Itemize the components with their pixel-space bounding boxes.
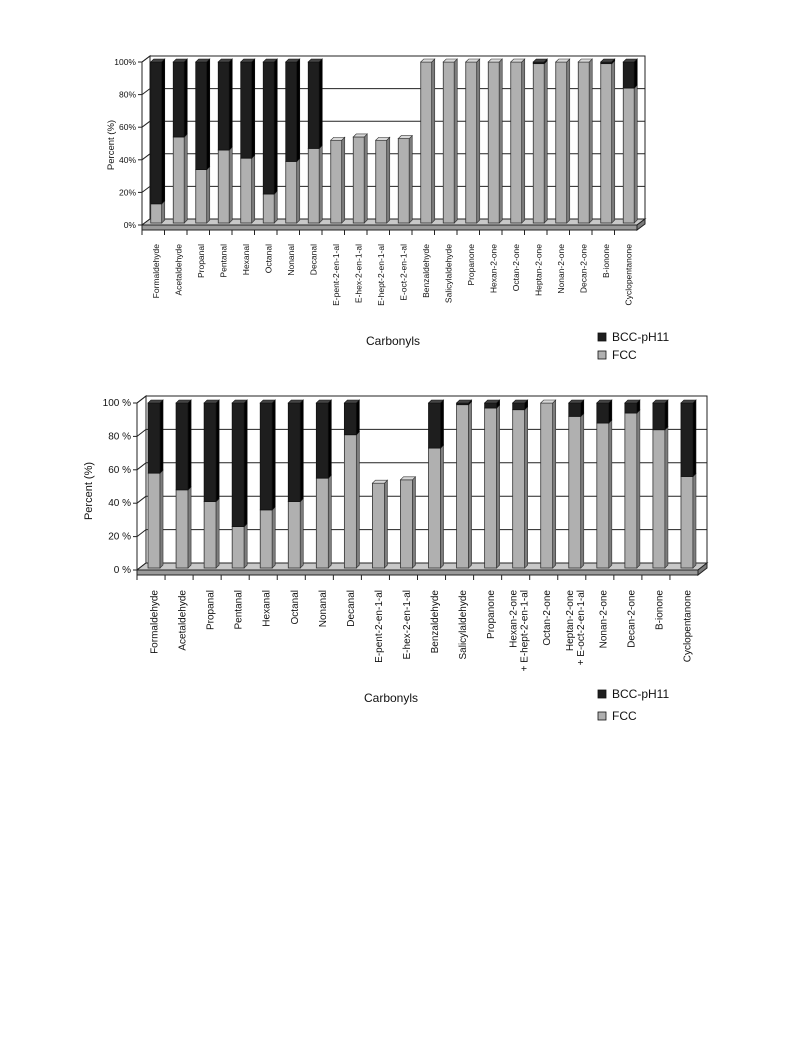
bar-fcc-side (454, 59, 457, 223)
bar-fcc (421, 62, 432, 223)
bar-fcc-side (207, 167, 210, 223)
bar-bcc-side (609, 400, 612, 423)
x-tick-label: E-hex-2-en-1-al (401, 590, 413, 660)
bar-fcc (241, 158, 252, 223)
legend-swatch-bcc (598, 333, 606, 341)
bar-fcc (173, 137, 184, 223)
bar-fcc (511, 62, 522, 223)
bar-fcc-side (387, 137, 390, 223)
x-tick-label: Hexan-2-one (488, 244, 499, 294)
bar-fcc (372, 483, 384, 568)
bar-fcc-side (162, 201, 165, 223)
bar-fcc (597, 423, 609, 568)
y-tick-label: 100% (114, 57, 136, 67)
bar-bcc-top (597, 400, 612, 403)
bar-bcc-top (288, 400, 303, 403)
x-axis-label: Carbonyls (363, 691, 419, 705)
bar-fcc-side (525, 407, 528, 568)
bar-fcc (601, 64, 612, 223)
x-tick-label: Heptan-2-one+ E-oct-2-en-1-al (564, 590, 587, 666)
bar-bcc (308, 62, 319, 148)
bar-bcc-side (297, 59, 300, 161)
x-tick-label: Salicylaldehyde (443, 244, 454, 304)
bar-fcc (400, 480, 412, 568)
legend-label: FCC (612, 348, 637, 362)
bar-fcc (308, 148, 319, 223)
bar-bcc (232, 403, 244, 527)
bar-fcc (331, 140, 342, 223)
bar-fcc-side (229, 147, 232, 223)
bar-bcc-side (184, 59, 187, 137)
bar-bcc-side (356, 400, 359, 435)
bar-fcc (353, 137, 364, 223)
x-axis-label: Carbonyls (365, 334, 421, 348)
bar-fcc (344, 435, 356, 568)
plot-side-wall (142, 56, 150, 225)
bar-bcc-top (176, 400, 191, 403)
y-axis-label: Percent (%) (106, 119, 117, 171)
bar-bcc-side (160, 400, 163, 473)
bar-bcc-side (319, 59, 322, 148)
bar-fcc-side (589, 59, 592, 223)
bar-bcc (623, 62, 634, 88)
bar-fcc-side (567, 59, 570, 223)
bar-fcc (556, 62, 567, 223)
x-tick-label: Nonan-2-one (598, 590, 610, 649)
bar-bcc-top (653, 400, 668, 403)
bar-fcc-side (544, 61, 547, 223)
bar-bcc-side (272, 400, 275, 510)
bar-fcc (625, 413, 637, 568)
bar-bcc (173, 62, 184, 137)
x-tick-label: Acetaldehyde (173, 244, 184, 296)
bar-bcc-top (232, 400, 247, 403)
bar-fcc (681, 476, 693, 568)
bar-fcc (260, 510, 272, 568)
bar-bcc (260, 403, 272, 510)
bar-fcc (196, 170, 207, 223)
bar-bcc-side (274, 59, 277, 194)
bar-fcc-side (609, 420, 612, 568)
bar-fcc-top (400, 477, 415, 480)
x-tick-label: E-oct-2-en-1-al (398, 244, 409, 301)
bar-bcc (196, 62, 207, 170)
bar-bcc-top (513, 400, 528, 403)
bar-bcc-side (693, 400, 696, 476)
bar-fcc-side (469, 402, 472, 568)
bar-fcc-side (300, 499, 303, 568)
bar-bcc (218, 62, 229, 150)
x-tick-label: Heptan-2-one (533, 244, 544, 296)
bar-fcc (316, 478, 328, 568)
plot-floor-edge (137, 570, 698, 575)
bar-fcc (541, 403, 553, 568)
bar-fcc (398, 139, 409, 223)
bar-fcc (569, 416, 581, 568)
bar-bcc-side (252, 59, 255, 158)
bar-fcc-side (522, 59, 525, 223)
bar-fcc (466, 62, 477, 223)
bar-bcc (241, 62, 252, 158)
x-tick-label: E-pent-2-en-1-al (373, 590, 385, 663)
bar-bcc (597, 403, 609, 423)
bar-fcc (457, 405, 469, 568)
bar-bcc (288, 403, 300, 502)
bar-fcc-side (184, 134, 187, 223)
bar-fcc-top (372, 480, 387, 483)
bar-fcc-side (412, 477, 415, 568)
legend-swatch-fcc (598, 712, 606, 720)
x-tick-label: Formaldehyde (149, 590, 161, 654)
bar-fcc-side (553, 400, 556, 568)
bar-bcc-side (216, 400, 219, 502)
legend-label: BCC-pH11 (612, 330, 670, 344)
x-tick-label: Decanal (308, 244, 319, 276)
bar-fcc-side (441, 445, 444, 568)
x-tick-label: Nonan-2-one (556, 244, 567, 294)
bar-fcc (286, 161, 297, 223)
bar-fcc (578, 62, 589, 223)
x-tick-label: B-ionone (654, 590, 666, 631)
bar-fcc-side (244, 524, 247, 568)
x-tick-label: Hexanal (261, 590, 273, 627)
x-tick-label: E-hept-2-en-1-al (376, 244, 387, 306)
bar-fcc (533, 64, 544, 223)
bar-fcc-side (188, 487, 191, 568)
plot-floor-edge (142, 225, 637, 230)
x-tick-label: Acetaldehyde (177, 590, 189, 651)
bar-fcc-side (272, 507, 275, 568)
bar-fcc (653, 430, 665, 568)
bar-bcc (485, 403, 497, 408)
bar-fcc (151, 204, 162, 223)
bar-bcc (429, 403, 441, 448)
bar-fcc-side (477, 59, 480, 223)
x-tick-label: Propanal (205, 590, 217, 631)
bar-fcc (218, 150, 229, 223)
bar-fcc (232, 527, 244, 568)
bar-bcc (681, 403, 693, 476)
x-tick-label: Propanone (486, 590, 498, 639)
bar-bcc (176, 403, 188, 490)
bar-bcc (625, 403, 637, 413)
bar-fcc-side (409, 136, 412, 223)
bar-fcc (376, 140, 387, 223)
y-tick-label: 20% (118, 187, 136, 198)
y-tick-label: 40 % (108, 498, 131, 510)
bar-fcc-side (612, 61, 615, 223)
bar-fcc (623, 88, 634, 223)
bar-bcc-side (328, 400, 331, 478)
bar-bcc (316, 403, 328, 478)
bar-fcc-side (432, 59, 435, 223)
bar-bcc-side (162, 59, 165, 204)
x-tick-label: B-ionone (601, 244, 612, 279)
x-tick-label: Octanal (263, 244, 274, 274)
y-tick-label: 60% (118, 122, 136, 133)
bar-fcc-side (634, 85, 637, 223)
x-tick-label: Hexan-2-one+ E-hept-2-en-1-al (508, 590, 531, 672)
x-tick-label: Cyclopentanone (623, 244, 634, 306)
x-tick-label: Octanal (289, 590, 301, 625)
bar-fcc-side (384, 480, 387, 568)
bar-fcc-side (342, 137, 345, 223)
bar-fcc-side (693, 473, 696, 568)
x-tick-label: Benzaldehyde (421, 244, 432, 298)
bar-bcc-top (457, 400, 472, 403)
bar-bcc-top (148, 400, 163, 403)
y-tick-label: 100 % (102, 398, 131, 409)
chart-1 (106, 56, 669, 362)
y-axis-label: Percent (%) (83, 461, 95, 521)
chart-2 (83, 396, 707, 723)
bar-bcc-side (300, 400, 303, 502)
bar-bcc-side (634, 59, 637, 88)
x-tick-label: Decanal (345, 590, 357, 627)
y-tick-label: 80 % (108, 431, 131, 443)
bar-fcc-side (364, 134, 367, 223)
bar-fcc-side (252, 155, 255, 223)
y-tick-label: 40% (118, 154, 136, 165)
x-tick-label: Octan-2-one (542, 590, 554, 646)
bar-bcc-top (260, 400, 275, 403)
bar-fcc (204, 502, 216, 568)
plot-side-wall (137, 396, 146, 570)
bar-fcc (488, 62, 499, 223)
x-tick-label: Nonanal (317, 590, 329, 628)
bar-bcc-top (569, 400, 584, 403)
bar-fcc-top (541, 400, 556, 403)
bar-fcc (263, 194, 274, 223)
bar-bcc-top (204, 400, 219, 403)
plot-back-wall (146, 396, 707, 563)
bar-fcc (429, 448, 441, 568)
bar-bcc (653, 403, 665, 430)
bar-fcc-side (216, 499, 219, 568)
bar-fcc-side (160, 470, 163, 568)
x-tick-label: Benzaldehyde (430, 590, 442, 654)
bar-bcc (286, 62, 297, 161)
bar-fcc-side (499, 59, 502, 223)
x-tick-label: Pentanal (233, 590, 245, 630)
y-tick-label: 80% (118, 89, 136, 100)
bar-bcc (263, 62, 274, 194)
bar-fcc (148, 473, 160, 568)
bar-fcc (443, 62, 454, 223)
bar-bcc-side (665, 400, 668, 430)
y-tick-label: 60 % (108, 464, 131, 476)
bar-bcc (204, 403, 216, 502)
bar-bcc-top (429, 400, 444, 403)
bar-fcc (176, 490, 188, 568)
bar-bcc-top (344, 400, 359, 403)
bar-fcc-side (497, 405, 500, 568)
bar-bcc-top (316, 400, 331, 403)
bar-fcc-side (328, 475, 331, 568)
x-tick-label: Formaldehyde (151, 244, 162, 299)
bar-bcc-side (188, 400, 191, 490)
bar-bcc-top (485, 400, 500, 403)
y-tick-label: 0 % (113, 565, 131, 576)
bar-bcc (513, 403, 525, 410)
x-tick-label: Cyclopentanone (682, 590, 694, 663)
bar-fcc-side (297, 158, 300, 223)
bar-fcc-side (274, 191, 277, 223)
bar-bcc-side (244, 400, 247, 527)
x-tick-label: Decan-2-one (626, 590, 638, 648)
x-tick-label: Propanone (466, 244, 477, 286)
bar-bcc (344, 403, 356, 435)
bar-fcc-side (581, 413, 584, 568)
x-tick-label: Octan-2-one (511, 244, 522, 292)
legend-label: FCC (612, 709, 637, 723)
bar-bcc-top (681, 400, 696, 403)
x-tick-label: Propanal (196, 244, 207, 279)
bar-bcc-side (207, 59, 210, 170)
bar-bcc (151, 62, 162, 204)
plot-floor (137, 563, 707, 570)
x-tick-label: Decan-2-one (578, 244, 589, 294)
bar-fcc (288, 502, 300, 568)
y-tick-label: 0% (123, 220, 136, 230)
bar-fcc (485, 408, 497, 568)
legend-swatch-fcc (598, 351, 606, 359)
bar-bcc-top (625, 400, 640, 403)
y-tick-label: 20 % (108, 531, 131, 543)
x-tick-label: E-hex-2-en-1-al (353, 244, 364, 304)
x-tick-label: E-pent-2-en-1-al (331, 244, 342, 306)
bar-bcc-side (229, 59, 232, 150)
x-tick-label: Pentanal (218, 244, 229, 278)
bar-fcc-side (319, 145, 322, 223)
bar-bcc-side (441, 400, 444, 448)
bar-fcc-side (356, 432, 359, 568)
legend-swatch-bcc (598, 690, 606, 698)
x-tick-label: Nonanal (286, 244, 297, 276)
x-tick-label: Salicylaldehyde (458, 590, 470, 660)
bar-fcc-side (665, 427, 668, 568)
bar-bcc (148, 403, 160, 473)
legend-label: BCC-pH11 (612, 687, 670, 701)
bar-fcc (513, 410, 525, 568)
bar-fcc-side (637, 410, 640, 568)
bar-bcc (569, 403, 581, 416)
x-tick-label: Hexanal (241, 244, 252, 276)
